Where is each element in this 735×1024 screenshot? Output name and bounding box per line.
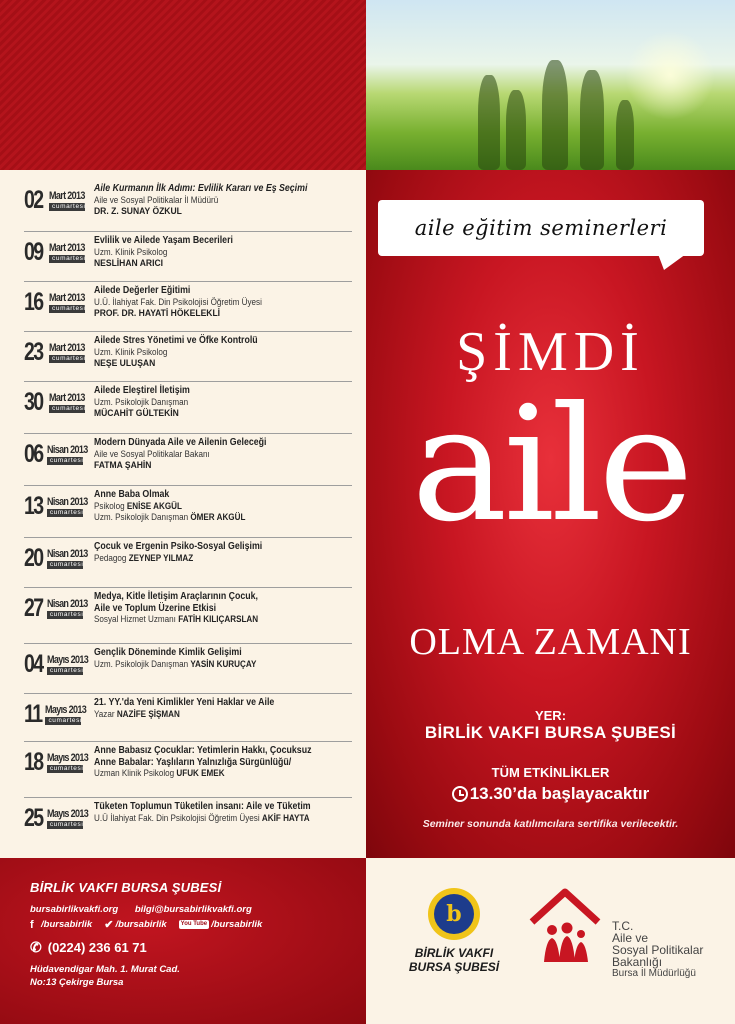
phone-number[interactable]: (0224) 236 61 71 [47, 940, 147, 955]
schedule-item [24, 332, 352, 382]
seminar-day: 18 [24, 748, 43, 776]
seminar-info [94, 541, 285, 564]
headline-simdi: ŞİMDİ [456, 321, 645, 383]
seminar-month: Mayıs 2013 [46, 751, 88, 764]
start-time-row [366, 784, 735, 804]
venue-label: YER: [534, 708, 567, 723]
seminar-month: Mayıs 2013 [46, 653, 88, 666]
seminar-day: 27 [24, 594, 43, 622]
seminar-date [24, 805, 94, 831]
seminar-month: Nisan 2013 [46, 547, 88, 560]
bv-name-line-2: BURSA ŞUBESİ [408, 960, 500, 974]
seminar-title-line-2: Aile ve Toplum Üzerine Etkisi [94, 602, 217, 614]
speaker-line [94, 768, 316, 780]
speaker-name: NEŞE ULUŞAN [94, 358, 156, 369]
twitter-bird-icon: ✔ [104, 919, 114, 931]
seminar-date [24, 289, 94, 315]
seminar-weekday: cumartesi [45, 717, 81, 725]
seminar-weekday: cumartesi [47, 561, 83, 569]
seminar-weekday: cumartesi [47, 457, 83, 465]
address [30, 963, 366, 989]
seminar-info [94, 745, 341, 780]
seminar-date [24, 701, 94, 727]
seminar-month: Mart 2013 [49, 189, 85, 202]
seminar-info [94, 697, 299, 720]
seminar-day: 11 [24, 700, 42, 728]
speaker-name: NESLİHAN ARICI [94, 258, 164, 269]
seminar-info [94, 591, 280, 626]
speaker-role: Uzm. Klinik Psikolog [94, 246, 168, 257]
seminar-title: Medya, Kitle İletişim Araçlarının Çocuk, [94, 591, 258, 602]
seminar-month: Mayıs 2013 [46, 807, 88, 820]
speaker-line [94, 813, 316, 825]
speaker-name: PROF. DR. HAYATİ HÖKELEKLİ [94, 308, 221, 319]
schedule-item [24, 180, 352, 232]
family-shadow-3 [542, 60, 568, 170]
speaker-name: DR. Z. SUNAY ÖZKUL [94, 206, 182, 217]
seminar-info [94, 385, 203, 420]
youtube-handle: /bursabirlik [211, 919, 263, 930]
speaker-role: Aile ve Sosyal Politikalar İl Müdürü [94, 194, 219, 205]
schedule-item [24, 644, 352, 694]
seminar-day: 20 [24, 544, 43, 572]
seminar-month: Mart 2013 [49, 341, 85, 354]
contact-links [30, 904, 366, 915]
schedule-item [24, 232, 352, 282]
seminar-date [24, 595, 94, 621]
start-time: 13.30’da başlayacaktır [469, 784, 650, 803]
speaker-role: Yazar [94, 708, 115, 719]
ministry-house-logo-icon [526, 884, 604, 964]
youtube-icon: You Tube [180, 921, 208, 927]
seminar-date [24, 187, 94, 213]
seminar-month: Nisan 2013 [46, 597, 88, 610]
schedule-item [24, 434, 352, 486]
speaker-role: Uzm. Klinik Psikolog [94, 346, 168, 357]
ministry-line-5: Bursa İl Müdürlüğü [612, 968, 696, 979]
seminar-title: Anne Babasız Çocuklar: Yetimlerin Hakkı, Çocuksuz [94, 745, 312, 756]
birlik-vakfi-name [394, 946, 514, 974]
seminar-day: 23 [24, 338, 43, 366]
email-link[interactable]: bilgi@bursabirlikvakfi.org [134, 904, 252, 915]
facebook-icon: f [30, 918, 34, 931]
speaker-name: NAZİFE ŞİŞMAN [116, 708, 180, 719]
speaker-role: Uzman Klinik Psikolog [94, 768, 175, 778]
schedule-item [24, 538, 352, 588]
seminar-weekday: cumartesi [47, 765, 83, 773]
seminar-info [94, 183, 337, 218]
phone-icon: ✆ [30, 939, 42, 955]
seminar-info [94, 285, 281, 320]
family-field-photo [366, 0, 735, 170]
schedule-item [24, 798, 352, 844]
speaker-role: U.Ü. İlahiyat Fak. Din Psikolojisi Öğretim Üyesi [94, 296, 262, 307]
seminar-title: Gençlik Döneminde Kimlik Gelişimi [94, 647, 242, 658]
speaker-line [94, 709, 278, 721]
schedule-item [24, 282, 352, 332]
seminar-weekday: cumartesi [49, 355, 85, 363]
seminar-title-line-2: Anne Babalar: Yaşlıların Yalnızlığa Sürgünlüğü/ [94, 756, 292, 768]
seminar-info [94, 647, 274, 670]
ministry-line-4: Bakanlığı [612, 955, 663, 969]
speaker-name: ENİSE AKGÜL [126, 500, 182, 511]
contact-panel [0, 858, 366, 1024]
birlik-vakfi-emblem-icon: b [434, 894, 474, 934]
bubble-text: aile eğitim seminerleri [414, 216, 668, 240]
family-shadow-4 [580, 70, 604, 170]
seminar-title: Ailede Stres Yönetimi ve Öfke Kontrolü [94, 335, 258, 346]
speaker-line [94, 659, 256, 671]
seminar-title: Anne Baba Olmak [94, 489, 170, 500]
facebook-handle: /bursabirlik [41, 919, 93, 930]
speaker-line [94, 614, 262, 626]
speaker-role: U.Ü İlahiyat Fak. Din Psikolojisi Öğretim Üyesi [94, 812, 260, 823]
ministry-line-3: Sosyal Politikalar [612, 943, 704, 957]
seminar-date [24, 493, 94, 519]
twitter-link[interactable] [104, 918, 166, 931]
twitter-handle: /bursabirlik [115, 919, 167, 930]
schedule-item [24, 588, 352, 644]
seminar-title: Ailede Eleştirel İletişim [94, 385, 190, 396]
seminar-title: Çocuk ve Ergenin Psiko-Sosyal Gelişimi [94, 541, 263, 552]
social-links [30, 918, 366, 931]
sun-glow [625, 30, 715, 120]
speaker-name: ÖMER AKGÜL [190, 512, 246, 522]
phone-row [30, 939, 366, 956]
seminar-day: 16 [24, 288, 43, 316]
seminar-date [24, 239, 94, 265]
birlik-vakfi-logo [428, 888, 480, 940]
seminar-title: Tüketen Toplumun Tüketilen insanı: Aile ve Tüketim [94, 801, 311, 812]
seminar-weekday: cumartesi [49, 203, 85, 211]
speaker-name: UFUK EMEK [176, 768, 225, 778]
speech-bubble-tail [658, 254, 686, 270]
seminar-date [24, 749, 94, 775]
address-line-1: Hüdavendigar Mah. 1. Murat Cad. [30, 964, 180, 975]
speaker-line [94, 501, 245, 513]
speaker-name: MÜCAHİT GÜLTEKİN [94, 408, 179, 419]
seminar-title: Modern Dünyada Aile ve Ailenin Geleceği [94, 437, 267, 448]
seminar-day: 13 [24, 492, 43, 520]
seminar-month: Nisan 2013 [46, 495, 88, 508]
seminar-month: Mayıs 2013 [45, 703, 87, 716]
seminar-day: 04 [24, 650, 43, 678]
speaker-role: Uzm. Psikolojik Danışman [94, 396, 189, 407]
seminar-weekday: cumartesi [47, 611, 83, 619]
schedule-item [24, 742, 352, 798]
facebook-link[interactable] [30, 919, 92, 931]
seminar-month: Mart 2013 [49, 391, 85, 404]
speaker-role: Uzm. Psikolojik Danışman [94, 512, 189, 522]
seminar-date [24, 389, 94, 415]
website-link[interactable]: bursabirlikvakfi.org [30, 904, 119, 915]
hero-panel [366, 170, 735, 858]
seminar-title: Aile Kurmanın İlk Adımı: Evlilik Kararı ve Eş Seçimi [94, 183, 308, 194]
seminar-weekday: cumartesi [49, 405, 85, 413]
logos-panel [366, 858, 735, 1024]
seminar-month: Nisan 2013 [46, 443, 88, 456]
seminar-info [94, 489, 262, 524]
speaker-name: AKİF HAYTA [261, 812, 310, 823]
speaker-role: Psikolog [94, 500, 125, 511]
seminar-day: 30 [24, 388, 43, 416]
headline-aile: aile [411, 373, 690, 557]
seminar-date [24, 441, 94, 467]
top-left-stripe-panel [0, 0, 366, 170]
speaker-name: FATİH KILIÇARSLAN [178, 614, 259, 624]
speech-bubble [378, 200, 704, 256]
seminar-weekday: cumartesi [49, 255, 85, 263]
speaker-name: ZEYNEP YILMAZ [128, 552, 194, 563]
speaker-name: YASİN KURUÇAY [190, 658, 257, 669]
speaker-role: Pedagog [94, 552, 127, 563]
schedule-item [24, 382, 352, 434]
seminar-date [24, 339, 94, 365]
family-shadow-2 [506, 90, 526, 170]
seminar-weekday: cumartesi [47, 509, 83, 517]
family-shadow-1 [478, 75, 500, 170]
speaker-role: Sosyal Hizmet Uzmanı [94, 614, 176, 624]
seminar-date [24, 651, 94, 677]
contact-org-name: BİRLİK VAKFI BURSA ŞUBESİ [30, 880, 222, 895]
speaker-role: Uzm. Psikolojik Danışman [94, 658, 189, 669]
bv-name-line-1: BİRLİK VAKFI [414, 946, 494, 960]
venue-value: BİRLİK VAKFI BURSA ŞUBESİ [424, 723, 677, 742]
seminar-info [94, 235, 252, 270]
all-events-label: TÜM ETKİNLİKLER [491, 765, 610, 780]
seminar-weekday: cumartesi [49, 305, 85, 313]
clock-icon [452, 786, 468, 802]
seminar-date [24, 545, 94, 571]
speaker-line [94, 553, 266, 565]
seminar-weekday: cumartesi [47, 821, 83, 829]
certificate-note: Seminer sonunda katılımcılara sertifika verilecektir. [422, 818, 679, 830]
seminar-weekday: cumartesi [47, 667, 83, 675]
speaker-line [94, 512, 245, 524]
ministry-name [612, 920, 703, 980]
seminar-info [94, 801, 340, 824]
seminar-day: 02 [24, 186, 43, 214]
seminar-schedule [0, 170, 366, 858]
ministry-line-1: T.C. [612, 919, 634, 933]
youtube-link[interactable] [179, 919, 263, 930]
seminar-month: Mart 2013 [49, 241, 85, 254]
seminar-title: 21. YY.'da Yeni Kimlikler Yeni Haklar ve Aile [94, 697, 275, 708]
seminar-info [94, 437, 290, 472]
seminar-day: 09 [24, 238, 43, 266]
seminar-title: Ailede Değerler Eğitimi [94, 285, 191, 296]
seminar-day: 25 [24, 804, 43, 832]
seminar-month: Mart 2013 [49, 291, 85, 304]
schedule-item [24, 694, 352, 742]
speaker-name: FATMA ŞAHİN [94, 460, 152, 471]
seminar-day: 06 [24, 440, 43, 468]
headline-olma-zamani: OLMA ZAMANI [409, 621, 692, 663]
schedule-item [24, 486, 352, 538]
family-shadow-5 [616, 100, 634, 170]
seminar-title: Evlilik ve Ailede Yaşam Becerileri [94, 235, 233, 246]
address-line-2: No:13 Çekirge Bursa [30, 977, 124, 988]
speaker-role: Aile ve Sosyal Politikalar Bakanı [94, 448, 210, 459]
seminar-info [94, 335, 280, 370]
ministry-line-2: Aile ve [612, 931, 649, 945]
